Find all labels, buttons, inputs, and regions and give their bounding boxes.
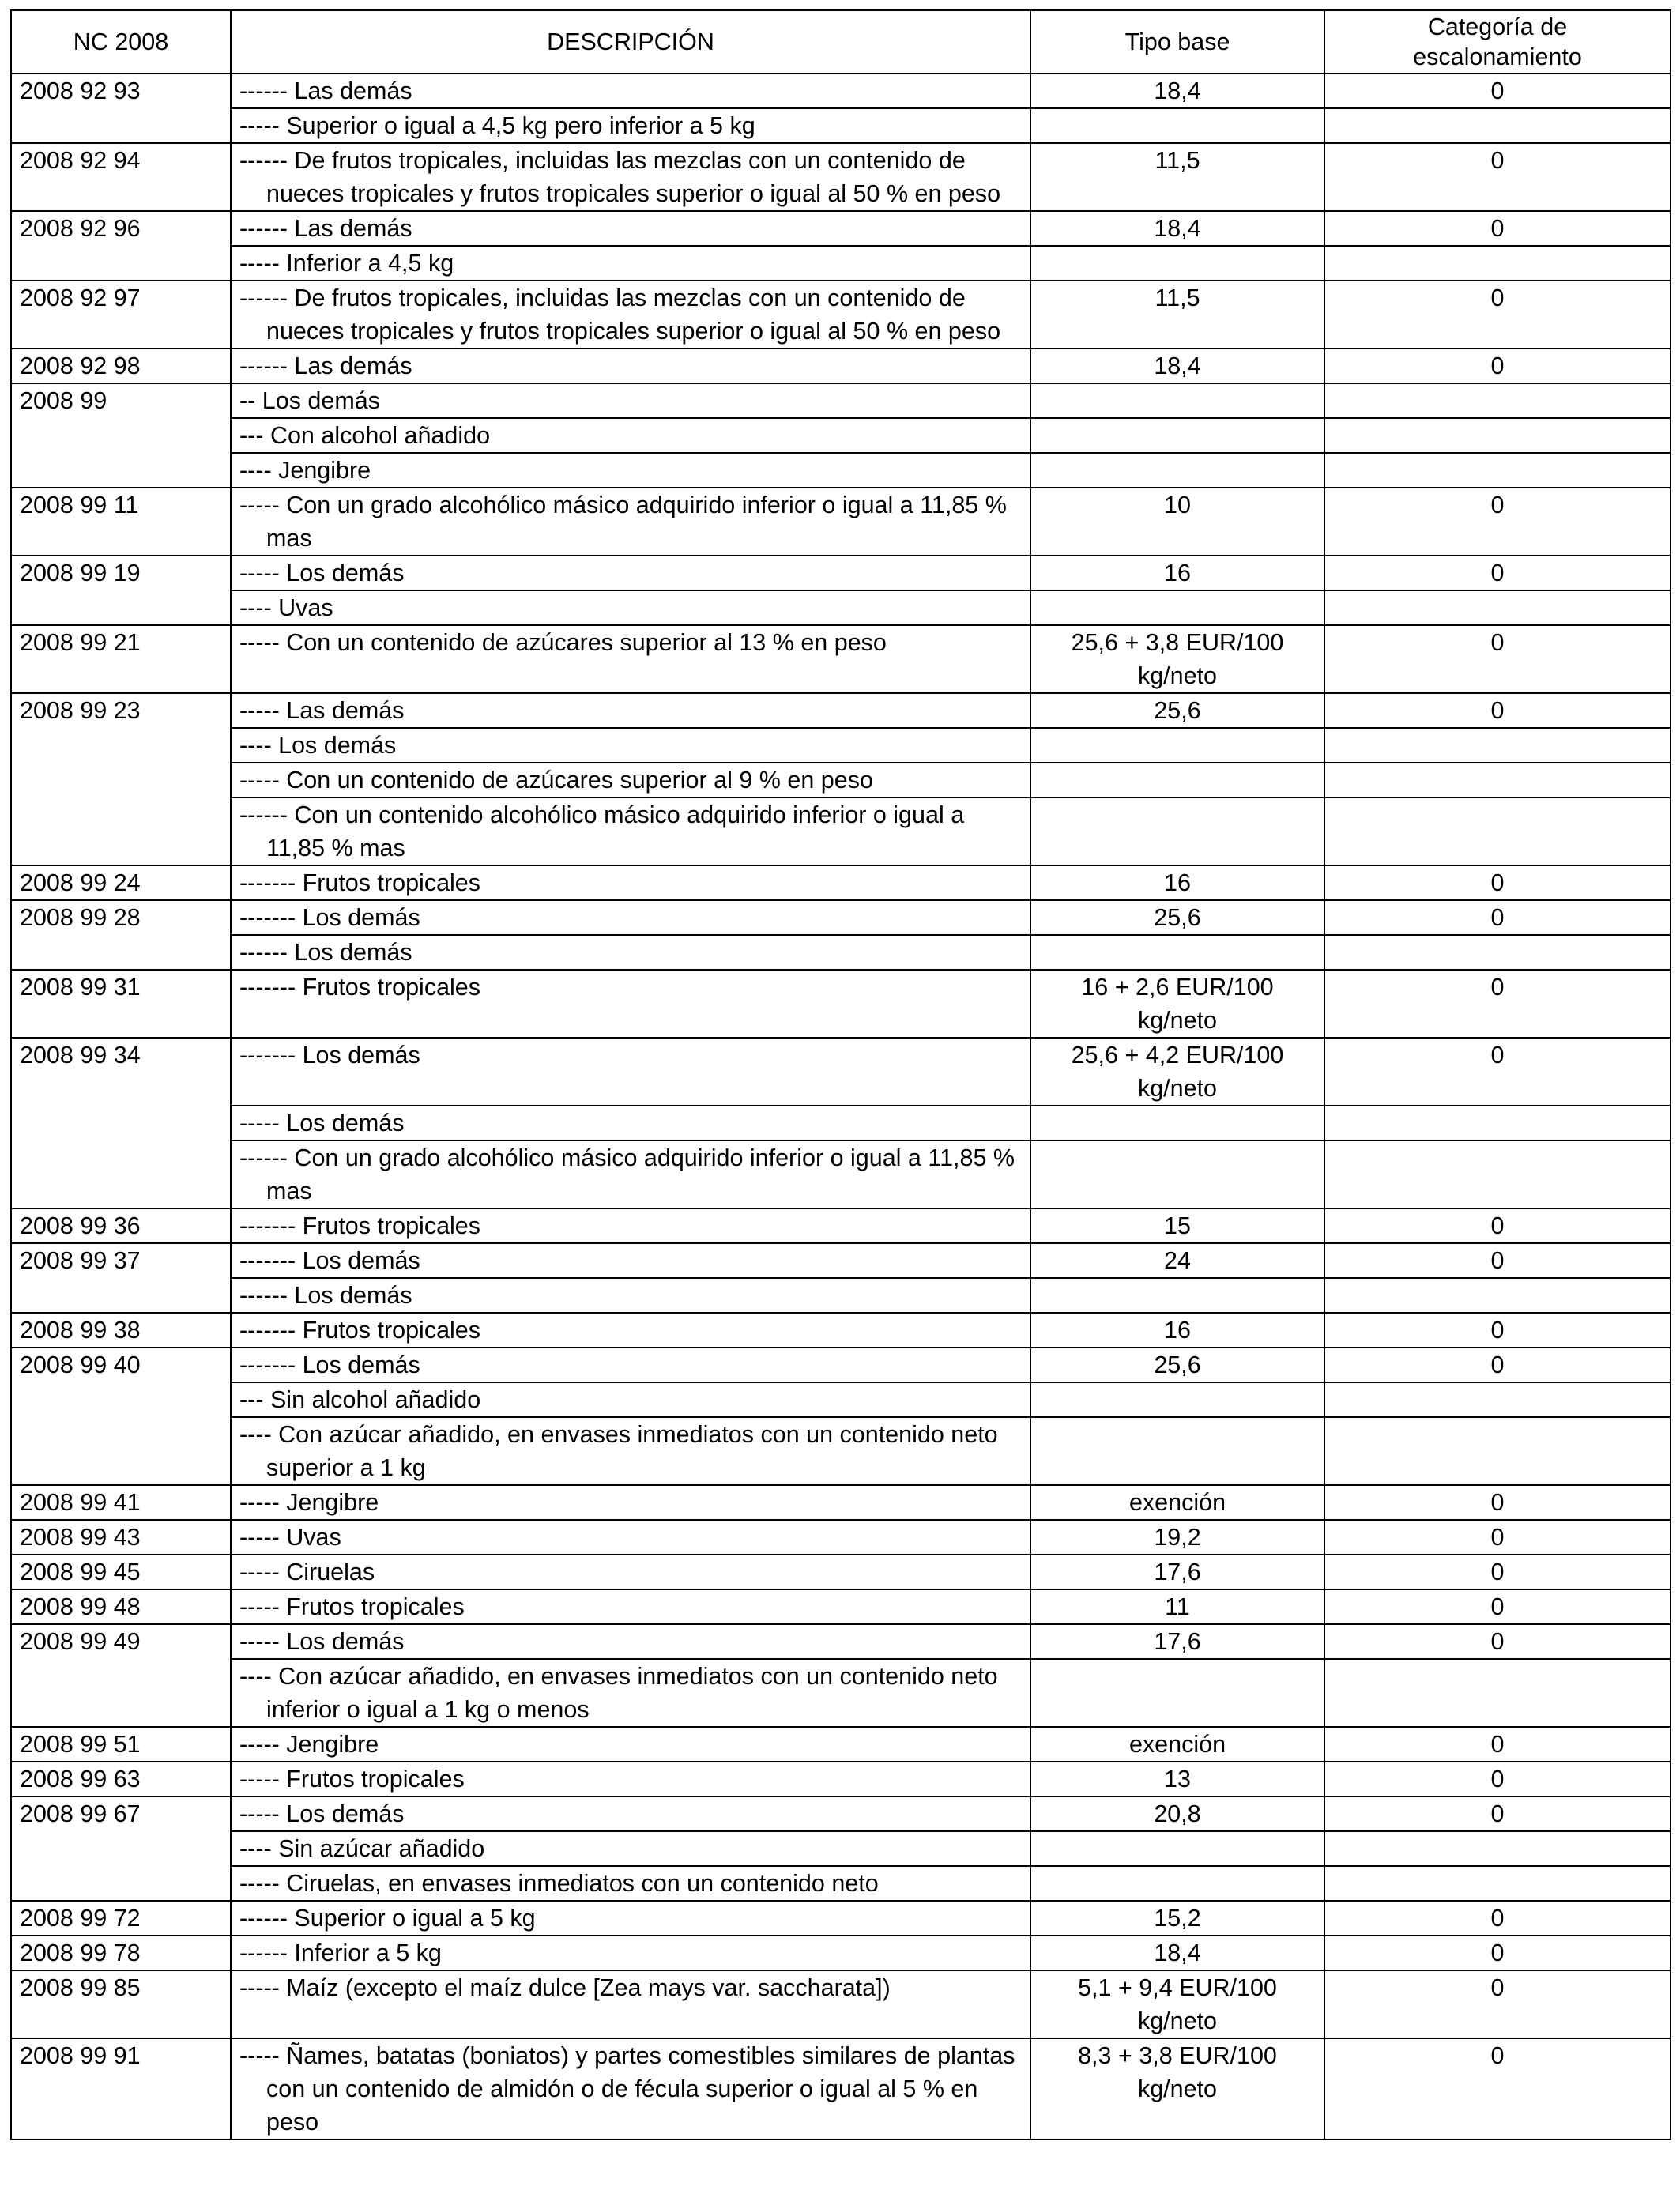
staging-category-cell <box>1324 246 1671 281</box>
table-row <box>11 1624 1671 1659</box>
cn-code-cell: 2008 99 63 <box>11 1762 231 1796</box>
base-rate-cell: 24 <box>1030 1243 1324 1278</box>
description-cell <box>231 1727 1030 1762</box>
base-rate-cell <box>1030 763 1324 797</box>
staging-category-cell: 0 <box>1324 2038 1671 2139</box>
cn-code-cell: 2008 92 98 <box>11 349 231 383</box>
description-text: ------- Los demás <box>239 1247 420 1274</box>
cn-code-cell: 2008 99 72 <box>11 1901 231 1936</box>
base-rate-cell <box>1030 108 1324 143</box>
table-row <box>11 1106 1671 1140</box>
cn-code-cell: 2008 99 11 <box>11 488 231 556</box>
description-cell <box>231 1936 1030 1970</box>
table-row <box>11 211 1671 246</box>
description-text: ----- Maíz (excepto el maíz dulce [Zea mays var. saccharata]) <box>239 1974 891 2001</box>
description-text: ----- Superior o igual a 4,5 kg pero inferior a 5 kg <box>239 112 755 139</box>
description-text: ------ Las demás <box>239 215 412 242</box>
table-row <box>11 728 1671 763</box>
description-text: ------ De frutos tropicales, incluidas las mezclas con un contenido de nueces tropicales y frutos tropicales superior o igual al 50 % en peso <box>239 147 1001 207</box>
table-row <box>11 970 1671 1038</box>
staging-category-cell <box>1324 108 1671 143</box>
base-rate-cell: 25,6 <box>1030 900 1324 935</box>
table-row <box>11 2038 1671 2139</box>
description-cell <box>231 1624 1030 1659</box>
header-row <box>11 10 1671 74</box>
description-cell <box>231 488 1030 556</box>
description-cell <box>231 1106 1030 1140</box>
staging-category-cell: 0 <box>1324 1796 1671 1831</box>
description-text: ------ Las demás <box>239 352 412 379</box>
description-cell <box>231 900 1030 935</box>
base-rate-cell: 13 <box>1030 1762 1324 1796</box>
staging-category-cell: 0 <box>1324 1038 1671 1106</box>
description-text: ------ Con un contenido alcohólico másico adquirido inferior o igual a 11,85 % mas <box>239 801 965 861</box>
cn-code-cell: 2008 99 48 <box>11 1589 231 1624</box>
table-row <box>11 418 1671 453</box>
description-cell <box>231 1589 1030 1624</box>
description-cell <box>231 1208 1030 1243</box>
description-cell <box>231 763 1030 797</box>
description-cell <box>231 1140 1030 1208</box>
base-rate-cell <box>1030 728 1324 763</box>
staging-category-cell: 0 <box>1324 1208 1671 1243</box>
staging-category-cell: 0 <box>1324 625 1671 693</box>
base-rate-cell: 17,6 <box>1030 1555 1324 1589</box>
staging-category-cell: 0 <box>1324 1313 1671 1348</box>
description-text: ----- Frutos tropicales <box>239 1593 465 1620</box>
cn-code-cell: 2008 99 19 <box>11 556 231 625</box>
description-cell <box>231 1866 1030 1901</box>
cn-code-cell: 2008 99 38 <box>11 1313 231 1348</box>
table-row <box>11 763 1671 797</box>
base-rate-cell <box>1030 797 1324 865</box>
description-cell <box>231 1485 1030 1520</box>
description-text: ----- Frutos tropicales <box>239 1766 465 1793</box>
table-row <box>11 1901 1671 1936</box>
description-cell <box>231 281 1030 349</box>
table-row <box>11 1208 1671 1243</box>
staging-category-cell <box>1324 797 1671 865</box>
table-row <box>11 1140 1671 1208</box>
description-cell <box>231 1796 1030 1831</box>
table-row <box>11 349 1671 383</box>
staging-category-cell <box>1324 418 1671 453</box>
staging-category-cell <box>1324 590 1671 625</box>
staging-category-cell: 0 <box>1324 1727 1671 1762</box>
cn-code-cell: 2008 99 67 <box>11 1796 231 1901</box>
cn-code-cell: 2008 99 21 <box>11 625 231 693</box>
cn-code-cell: 2008 99 45 <box>11 1555 231 1589</box>
staging-category-cell: 0 <box>1324 211 1671 246</box>
description-text: ----- Con un contenido de azúcares superior al 13 % en peso <box>239 629 887 656</box>
description-text: ------- Los demás <box>239 1351 420 1378</box>
description-text: --- Con alcohol añadido <box>239 422 491 449</box>
table-body <box>11 74 1671 2139</box>
table-row <box>11 1762 1671 1796</box>
base-rate-cell: 11,5 <box>1030 143 1324 211</box>
staging-category-cell <box>1324 1278 1671 1313</box>
base-rate-cell <box>1030 1140 1324 1208</box>
description-cell <box>231 1555 1030 1589</box>
staging-category-cell: 0 <box>1324 488 1671 556</box>
description-text: ------- Frutos tropicales <box>239 974 481 1001</box>
description-cell <box>231 1278 1030 1313</box>
description-cell <box>231 1243 1030 1278</box>
description-cell <box>231 211 1030 246</box>
staging-category-cell: 0 <box>1324 970 1671 1038</box>
table-row <box>11 1589 1671 1624</box>
table-row <box>11 1727 1671 1762</box>
description-cell <box>231 1970 1030 2038</box>
table-row <box>11 1970 1671 2038</box>
description-cell <box>231 1762 1030 1796</box>
table-row <box>11 1936 1671 1970</box>
base-rate-cell: 25,6 + 4,2 EUR/100 kg/neto <box>1030 1038 1324 1106</box>
description-text: ------ Las demás <box>239 77 412 104</box>
base-rate-cell: 11 <box>1030 1589 1324 1624</box>
description-text: ------ Con un grado alcohólico másico adquirido inferior o igual a 11,85 % mas <box>239 1144 1015 1204</box>
description-cell <box>231 383 1030 418</box>
description-text: ----- Con un contenido de azúcares superior al 9 % en peso <box>239 767 873 794</box>
description-text: ----- Las demás <box>239 697 405 724</box>
description-text: ----- Uvas <box>239 1524 341 1551</box>
description-text: ------- Los demás <box>239 1042 420 1069</box>
base-rate-cell: 16 <box>1030 865 1324 900</box>
description-text: ------ Los demás <box>239 939 412 966</box>
description-cell <box>231 74 1030 108</box>
table-row <box>11 935 1671 970</box>
base-rate-cell: 5,1 + 9,4 EUR/100 kg/neto <box>1030 1970 1324 2038</box>
description-cell <box>231 693 1030 728</box>
description-text: -- Los demás <box>239 387 380 414</box>
base-rate-cell: exención <box>1030 1485 1324 1520</box>
staging-category-cell: 0 <box>1324 1901 1671 1936</box>
table-row <box>11 1796 1671 1831</box>
table-row <box>11 143 1671 211</box>
table-row <box>11 108 1671 143</box>
description-text: ---- Sin azúcar añadido <box>239 1835 485 1862</box>
header-rate: Tipo base <box>1030 10 1324 74</box>
base-rate-cell: 17,6 <box>1030 1624 1324 1659</box>
table-row <box>11 1520 1671 1555</box>
description-text: ----- Ciruelas <box>239 1559 375 1585</box>
description-cell <box>231 935 1030 970</box>
cn-code-cell: 2008 99 91 <box>11 2038 231 2139</box>
description-cell <box>231 453 1030 488</box>
cn-code-cell: 2008 99 24 <box>11 865 231 900</box>
table-row <box>11 1313 1671 1348</box>
description-cell <box>231 1901 1030 1936</box>
description-text: ----- Inferior a 4,5 kg <box>239 250 454 277</box>
base-rate-cell <box>1030 590 1324 625</box>
staging-category-cell: 0 <box>1324 143 1671 211</box>
base-rate-cell <box>1030 418 1324 453</box>
table-row <box>11 1485 1671 1520</box>
base-rate-cell <box>1030 1382 1324 1417</box>
staging-category-cell <box>1324 935 1671 970</box>
table-row <box>11 1348 1671 1382</box>
base-rate-cell: 25,6 <box>1030 693 1324 728</box>
base-rate-cell: 10 <box>1030 488 1324 556</box>
cn-code-cell: 2008 99 31 <box>11 970 231 1038</box>
staging-category-cell <box>1324 1659 1671 1727</box>
description-text: ----- Los demás <box>239 1628 405 1655</box>
cn-code-cell: 2008 99 41 <box>11 1485 231 1520</box>
staging-category-cell: 0 <box>1324 1970 1671 2038</box>
cn-code-cell: 2008 99 36 <box>11 1208 231 1243</box>
staging-category-cell: 0 <box>1324 1520 1671 1555</box>
description-text: ----- Ñames, batatas (boniatos) y partes comestibles similares de plantas con un contenido de almidón o de fécula superior o igual al 5 % en peso <box>239 2042 1015 2136</box>
base-rate-cell: 25,6 + 3,8 EUR/100 kg/neto <box>1030 625 1324 693</box>
description-text: ------- Los demás <box>239 904 420 931</box>
cn-code-cell: 2008 99 34 <box>11 1038 231 1208</box>
staging-category-cell: 0 <box>1324 1589 1671 1624</box>
table-row <box>11 693 1671 728</box>
staging-category-cell: 0 <box>1324 900 1671 935</box>
staging-category-cell: 0 <box>1324 865 1671 900</box>
staging-category-cell: 0 <box>1324 281 1671 349</box>
description-cell <box>231 1038 1030 1106</box>
table-row <box>11 1866 1671 1901</box>
description-cell <box>231 1520 1030 1555</box>
base-rate-cell <box>1030 1659 1324 1727</box>
base-rate-cell: 15,2 <box>1030 1901 1324 1936</box>
description-text: ---- Los demás <box>239 732 397 759</box>
staging-category-cell: 0 <box>1324 1348 1671 1382</box>
staging-category-cell: 0 <box>1324 1936 1671 1970</box>
description-cell <box>231 1348 1030 1382</box>
base-rate-cell <box>1030 453 1324 488</box>
base-rate-cell <box>1030 1831 1324 1866</box>
staging-category-cell <box>1324 1106 1671 1140</box>
table-row <box>11 1243 1671 1278</box>
cn-code-cell: 2008 99 49 <box>11 1624 231 1727</box>
cn-code-cell: 2008 92 93 <box>11 74 231 143</box>
base-rate-cell: 11,5 <box>1030 281 1324 349</box>
base-rate-cell <box>1030 246 1324 281</box>
description-text: ---- Con azúcar añadido, en envases inmediatos con un contenido neto superior a 1 kg <box>239 1421 998 1481</box>
staging-category-cell <box>1324 1140 1671 1208</box>
description-text: ----- Con un grado alcohólico másico adquirido inferior o igual a 11,85 % mas <box>239 492 1007 552</box>
description-cell <box>231 418 1030 453</box>
table-row <box>11 1038 1671 1106</box>
header-category <box>1324 10 1671 74</box>
staging-category-cell <box>1324 1866 1671 1901</box>
base-rate-cell: 18,4 <box>1030 74 1324 108</box>
cn-code-cell: 2008 99 51 <box>11 1727 231 1762</box>
staging-category-cell: 0 <box>1324 556 1671 590</box>
table-row <box>11 453 1671 488</box>
description-cell <box>231 349 1030 383</box>
description-text: ----- Jengibre <box>239 1489 379 1516</box>
description-cell <box>231 1417 1030 1485</box>
staging-category-cell <box>1324 1417 1671 1485</box>
table-row <box>11 556 1671 590</box>
base-rate-cell: exención <box>1030 1727 1324 1762</box>
description-text: ------- Frutos tropicales <box>239 1317 481 1344</box>
header-category-line-2: escalonamiento <box>1413 43 1582 70</box>
staging-category-cell: 0 <box>1324 1243 1671 1278</box>
base-rate-cell: 18,4 <box>1030 349 1324 383</box>
description-cell <box>231 797 1030 865</box>
table-row <box>11 1278 1671 1313</box>
base-rate-cell <box>1030 383 1324 418</box>
base-rate-cell: 15 <box>1030 1208 1324 1243</box>
table-row <box>11 797 1671 865</box>
staging-category-cell: 0 <box>1324 693 1671 728</box>
staging-category-cell: 0 <box>1324 1624 1671 1659</box>
description-cell <box>231 728 1030 763</box>
base-rate-cell: 18,4 <box>1030 1936 1324 1970</box>
description-text: ----- Los demás <box>239 1110 405 1137</box>
description-text: ----- Jengibre <box>239 1731 379 1758</box>
staging-category-cell <box>1324 1831 1671 1866</box>
description-cell <box>231 246 1030 281</box>
description-cell <box>231 1382 1030 1417</box>
base-rate-cell: 19,2 <box>1030 1520 1324 1555</box>
staging-category-cell <box>1324 763 1671 797</box>
description-text: ----- Los demás <box>239 1800 405 1827</box>
description-text: ---- Uvas <box>239 594 333 621</box>
table-row <box>11 590 1671 625</box>
header-description: DESCRIPCIÓN <box>231 10 1030 74</box>
table-row <box>11 488 1671 556</box>
description-cell <box>231 625 1030 693</box>
header-code: NC 2008 <box>11 10 231 74</box>
description-text: ------- Frutos tropicales <box>239 869 481 896</box>
description-cell <box>231 143 1030 211</box>
staging-category-cell <box>1324 453 1671 488</box>
description-cell <box>231 590 1030 625</box>
base-rate-cell: 20,8 <box>1030 1796 1324 1831</box>
cn-code-cell: 2008 92 97 <box>11 281 231 349</box>
cn-code-cell: 2008 99 <box>11 383 231 488</box>
table-row <box>11 865 1671 900</box>
description-text: ------ Los demás <box>239 1282 412 1309</box>
staging-category-cell <box>1324 383 1671 418</box>
cn-code-cell: 2008 99 23 <box>11 693 231 865</box>
staging-category-cell: 0 <box>1324 74 1671 108</box>
description-cell <box>231 2038 1030 2139</box>
description-text: ---- Con azúcar añadido, en envases inmediatos con un contenido neto inferior o igual a 1 kg o menos <box>239 1663 998 1723</box>
table-row <box>11 1555 1671 1589</box>
description-cell <box>231 1831 1030 1866</box>
base-rate-cell: 18,4 <box>1030 211 1324 246</box>
table-row <box>11 74 1671 108</box>
table-row <box>11 383 1671 418</box>
base-rate-cell: 16 <box>1030 1313 1324 1348</box>
base-rate-cell <box>1030 1417 1324 1485</box>
description-cell <box>231 1659 1030 1727</box>
cn-code-cell: 2008 92 96 <box>11 211 231 281</box>
base-rate-cell: 25,6 <box>1030 1348 1324 1382</box>
description-text: ------- Frutos tropicales <box>239 1212 481 1239</box>
table-row <box>11 246 1671 281</box>
cn-code-cell: 2008 99 43 <box>11 1520 231 1555</box>
tariff-table <box>10 9 1671 2140</box>
description-text: ------ Inferior a 5 kg <box>239 1940 442 1966</box>
table-row <box>11 1659 1671 1727</box>
staging-category-cell: 0 <box>1324 1555 1671 1589</box>
description-text: ---- Jengibre <box>239 457 371 484</box>
staging-category-cell: 0 <box>1324 1485 1671 1520</box>
staging-category-cell <box>1324 728 1671 763</box>
description-cell <box>231 108 1030 143</box>
cn-code-cell: 2008 99 28 <box>11 900 231 970</box>
base-rate-cell: 8,3 + 3,8 EUR/100 kg/neto <box>1030 2038 1324 2139</box>
cn-code-cell: 2008 99 40 <box>11 1348 231 1485</box>
table-row <box>11 281 1671 349</box>
base-rate-cell <box>1030 1106 1324 1140</box>
staging-category-cell: 0 <box>1324 1762 1671 1796</box>
description-text: ----- Los demás <box>239 560 405 586</box>
table-row <box>11 1382 1671 1417</box>
staging-category-cell <box>1324 1382 1671 1417</box>
staging-category-cell: 0 <box>1324 349 1671 383</box>
description-cell <box>231 1313 1030 1348</box>
description-text: ------ Superior o igual a 5 kg <box>239 1905 536 1932</box>
description-text: ------ De frutos tropicales, incluidas las mezclas con un contenido de nueces tropicales y frutos tropicales superior o igual al 50 % en peso <box>239 285 1001 345</box>
table-row <box>11 1417 1671 1485</box>
table-row <box>11 625 1671 693</box>
description-cell <box>231 970 1030 1038</box>
cn-code-cell: 2008 92 94 <box>11 143 231 211</box>
header-category-line-1: Categoría de <box>1427 13 1568 40</box>
cn-code-cell: 2008 99 78 <box>11 1936 231 1970</box>
cn-code-cell: 2008 99 37 <box>11 1243 231 1313</box>
base-rate-cell <box>1030 1866 1324 1901</box>
table-row <box>11 900 1671 935</box>
cn-code-cell: 2008 99 85 <box>11 1970 231 2038</box>
description-text: ----- Ciruelas, en envases inmediatos con un contenido neto <box>239 1870 879 1897</box>
table-row <box>11 1831 1671 1866</box>
base-rate-cell <box>1030 935 1324 970</box>
base-rate-cell: 16 <box>1030 556 1324 590</box>
description-cell <box>231 556 1030 590</box>
base-rate-cell: 16 + 2,6 EUR/100 kg/neto <box>1030 970 1324 1038</box>
description-cell <box>231 865 1030 900</box>
description-text: --- Sin alcohol añadido <box>239 1386 481 1413</box>
base-rate-cell <box>1030 1278 1324 1313</box>
